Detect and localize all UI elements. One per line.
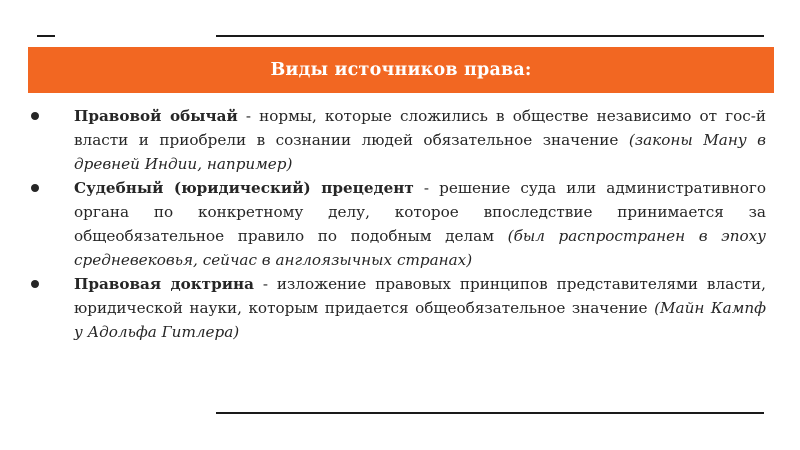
bullet-icon	[31, 280, 39, 288]
bullet-icon	[31, 112, 39, 120]
definition-judicial-precedent: - решение суда или административного органа по конкретному делу, которое впоследствие принимается за общеобязательное правило по подобным делам	[74, 179, 766, 245]
term-legal-doctrine: Правовая доктрина	[74, 275, 254, 293]
example-legal-custom: (законы Ману в древней Индии, например)	[74, 131, 766, 173]
term-legal-custom: Правовой обычай	[74, 107, 238, 125]
bottom-divider-line	[216, 412, 764, 414]
list-item-legal-doctrine	[28, 272, 766, 344]
list-item-judicial-precedent	[28, 176, 766, 272]
list-item-legal-custom	[28, 104, 766, 176]
example-judicial-precedent: (был распространен в эпоху средневековья, сейчас в англоязычных странах)	[74, 227, 766, 269]
term-judicial-precedent: Судебный (юридический) прецедент	[74, 179, 414, 197]
top-divider-line	[216, 35, 764, 37]
title-bar	[28, 47, 774, 93]
definition-legal-custom: - нормы, которые сложились в обществе независимо от гос-й власти и приобрели в сознании людей обязательное значение	[74, 107, 766, 149]
decorative-dash	[37, 35, 55, 37]
definition-legal-doctrine: - изложение правовых принципов представителями власти, юридической науки, которым придается общеобязательное значение	[74, 275, 766, 317]
bullet-icon	[31, 184, 39, 192]
slide-title: Виды источников права:	[270, 60, 532, 80]
bullet-list	[28, 104, 766, 344]
example-legal-doctrine: (Майн Кампф у Адольфа Гитлера)	[74, 299, 766, 341]
